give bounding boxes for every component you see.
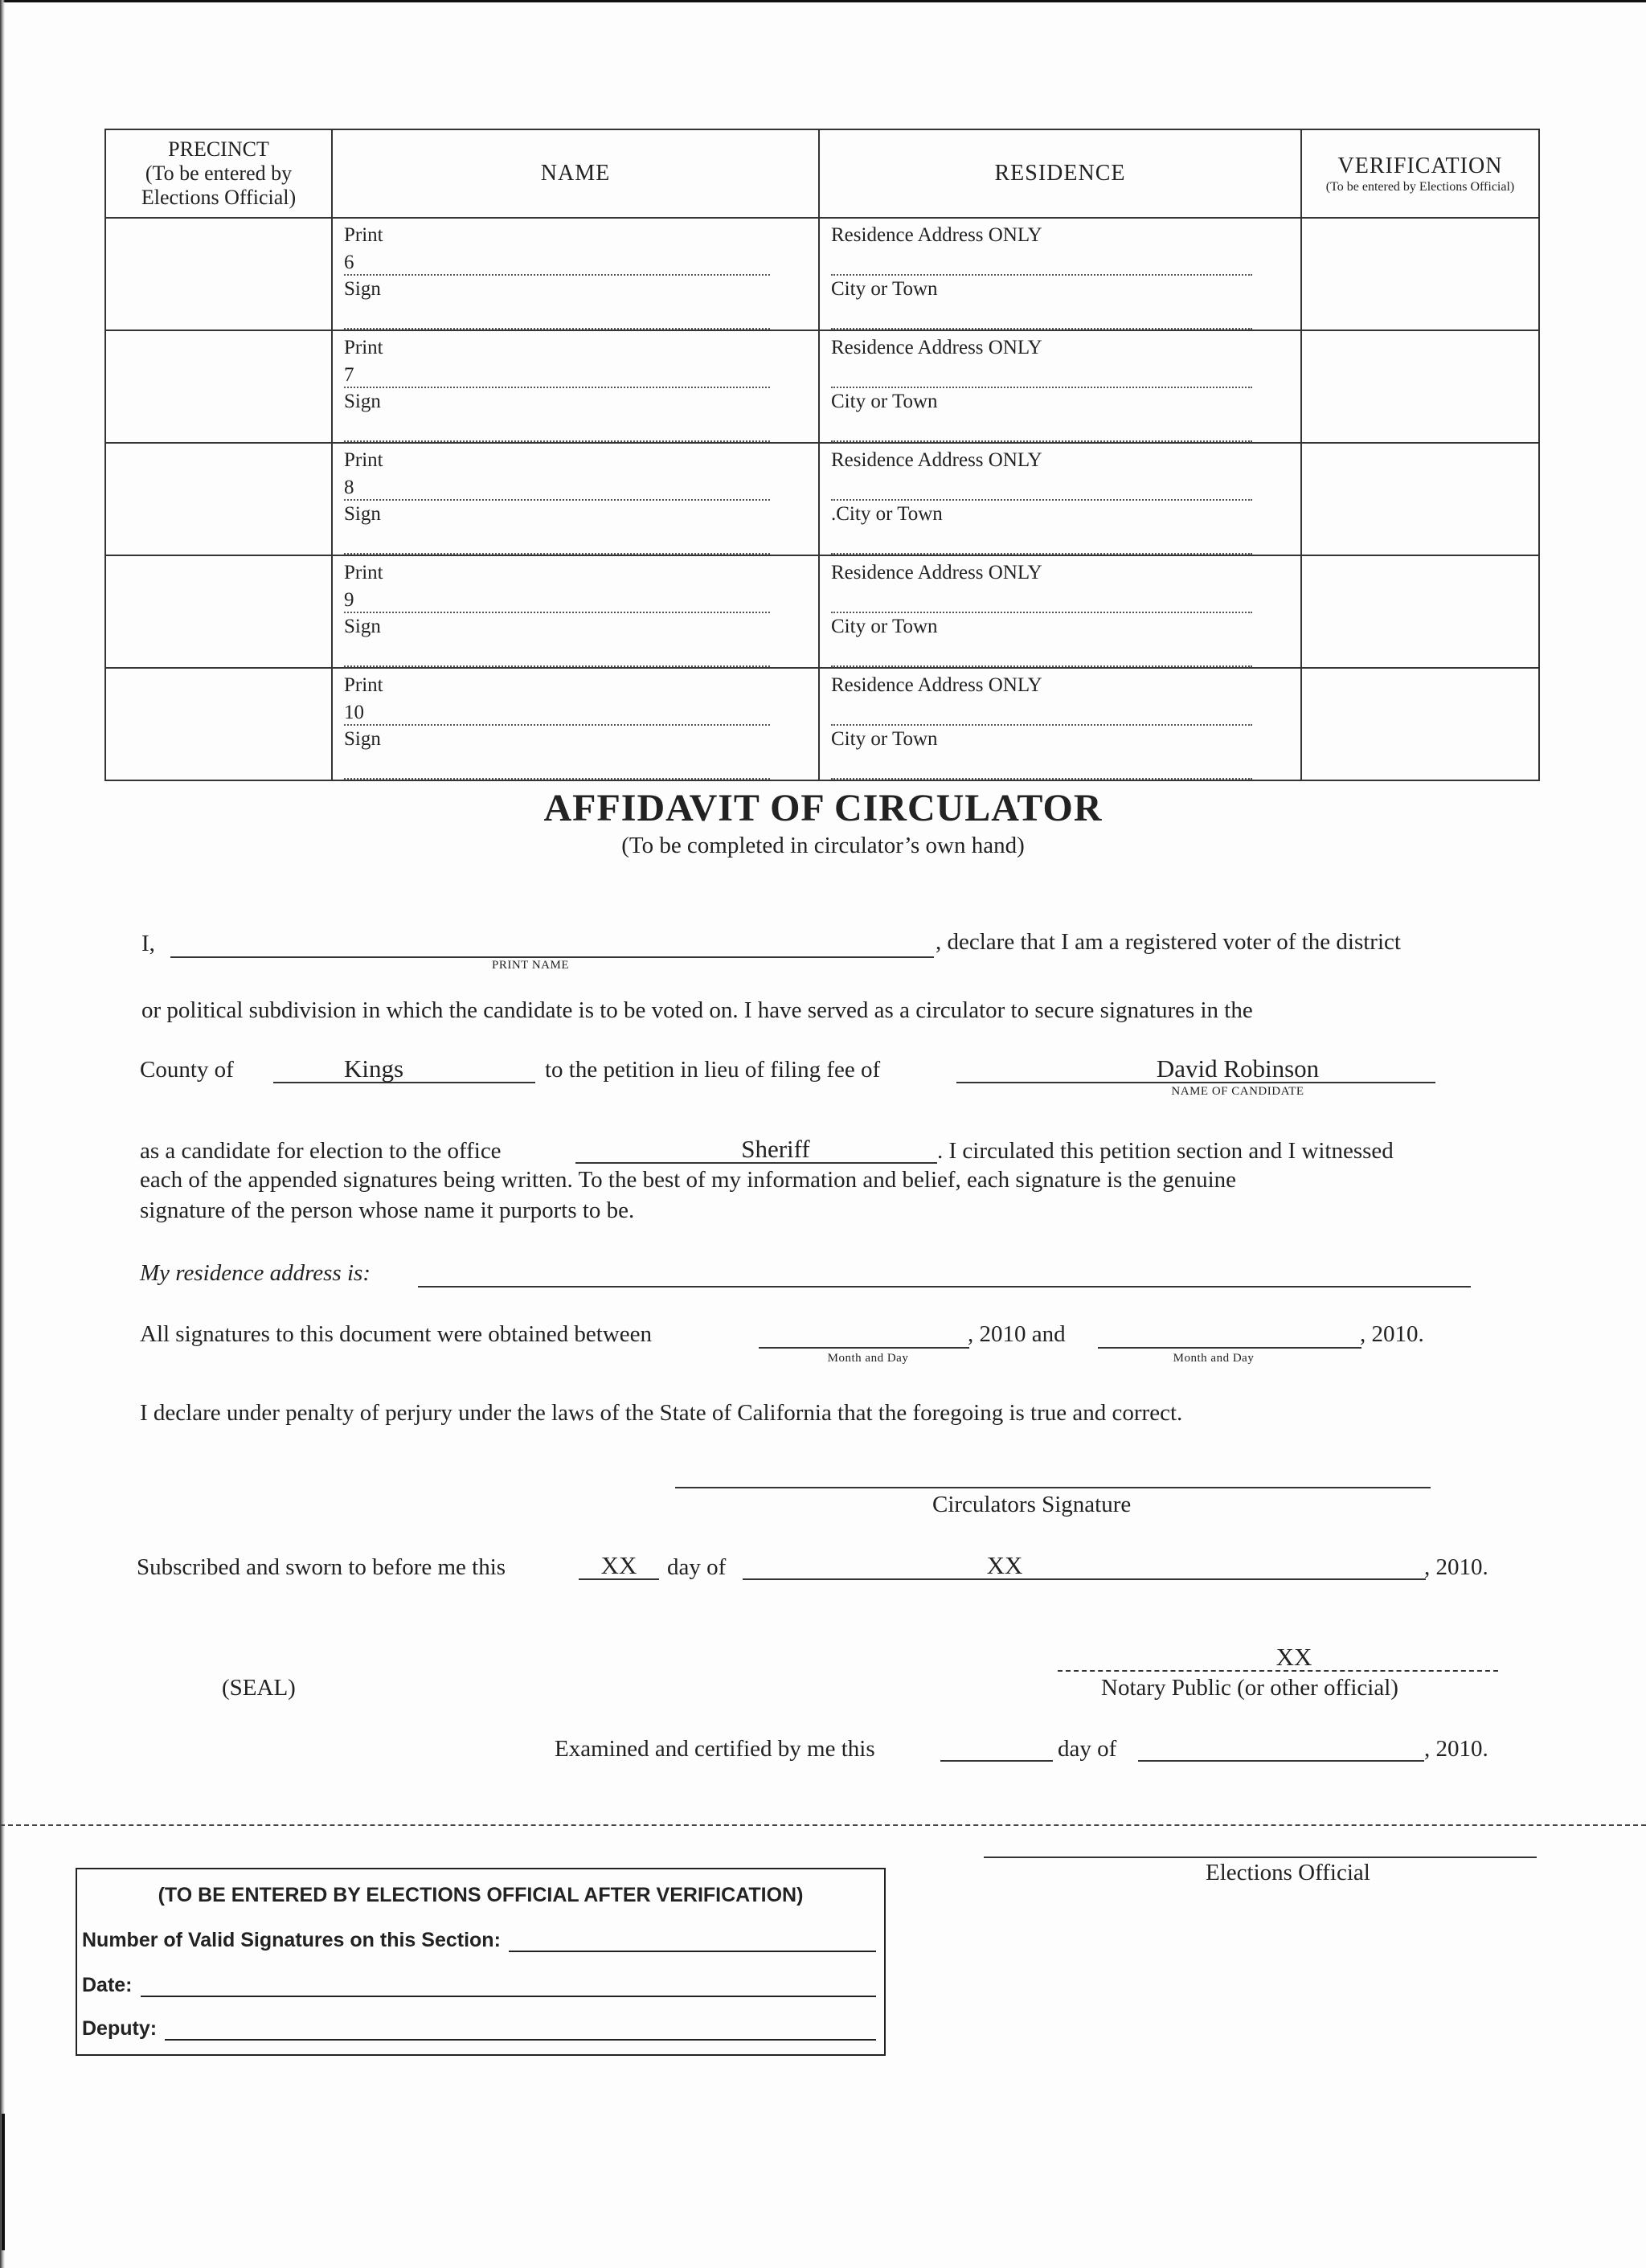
declare-text: , declare that I am a registered voter of the district: [936, 929, 1401, 955]
address-label: Residence Address ONLY: [831, 224, 1042, 246]
sign-label: Sign: [344, 728, 381, 750]
elections-official-signature-field[interactable]: [984, 1840, 1537, 1858]
print-label: Print: [344, 449, 383, 471]
separator-line: [0, 1824, 1646, 1826]
address-label: Residence Address ONLY: [831, 562, 1042, 583]
perjury-text: I declare under penalty of perjury under the laws of the State of California that the foregoing is true and correct.: [140, 1400, 1183, 1426]
examined-text: Examined and certified by me this: [555, 1736, 875, 1762]
signature-field[interactable]: [344, 528, 770, 555]
address-label: Residence Address ONLY: [831, 449, 1042, 471]
deputy-label: Deputy:: [82, 2017, 158, 2040]
address-label: Residence Address ONLY: [831, 674, 1042, 696]
residence-cell: [819, 218, 1301, 330]
name-cell: [332, 555, 819, 668]
city-label: .City or Town: [831, 503, 943, 525]
signature-field[interactable]: [344, 416, 770, 443]
county-label: County of: [140, 1057, 234, 1083]
signature-field[interactable]: [344, 641, 770, 668]
examined-day-field[interactable]: [940, 1741, 1053, 1762]
sign-label: Sign: [344, 278, 381, 300]
date-label: Date:: [82, 1974, 133, 1996]
residence-header-label: RESIDENCE: [994, 161, 1126, 186]
residence-cell: [819, 443, 1301, 555]
name-header: [332, 129, 819, 218]
print-name-field[interactable]: [344, 474, 770, 501]
residence-cell: [819, 330, 1301, 443]
precinct-cell[interactable]: [105, 668, 332, 780]
notary-label: Notary Public (or other official): [1101, 1675, 1398, 1701]
verification-header-note: (To be entered by Elections Official): [1325, 179, 1515, 194]
residence-label: My residence address is:: [140, 1260, 371, 1286]
candidate-value: David Robinson: [1156, 1054, 1320, 1083]
precinct-cell[interactable]: [105, 443, 332, 555]
deputy-field[interactable]: [165, 2021, 876, 2041]
address-field[interactable]: [831, 474, 1252, 501]
affidavit-subtitle: (To be completed in circulator’s own hand): [621, 833, 1025, 858]
between-text: All signatures to this document were obtained between: [140, 1321, 653, 1347]
residence-header: [819, 129, 1301, 218]
name-cell: [332, 668, 819, 780]
print-name-field[interactable]: [344, 699, 770, 727]
verification-cell[interactable]: [1301, 330, 1539, 443]
verification-cell[interactable]: [1301, 218, 1539, 330]
circulator-signature-label: Circulators Signature: [932, 1492, 1132, 1517]
precinct-header: [105, 129, 332, 218]
residence-cell: [819, 668, 1301, 780]
i-label: I,: [141, 931, 155, 956]
petition-text: to the petition in lieu of filing fee of: [545, 1057, 881, 1083]
purports-text: signature of the person whose name it purports to be.: [140, 1197, 635, 1223]
office-label: as a candidate for election to the office: [140, 1138, 502, 1164]
city-field[interactable]: [831, 753, 1252, 780]
scan-edge-left: [0, 0, 5, 2268]
city-label: City or Town: [831, 616, 938, 637]
valid-signatures-field[interactable]: [509, 1933, 876, 1952]
examined-day-of: day of: [1058, 1736, 1117, 1762]
city-label: City or Town: [831, 728, 938, 750]
address-field[interactable]: [831, 587, 1252, 614]
deputy-row: [82, 2017, 876, 2041]
residence-address-field[interactable]: [418, 1267, 1471, 1288]
name-cell: [332, 443, 819, 555]
print-label: Print: [344, 562, 383, 583]
row-number: 6: [344, 251, 354, 273]
circulator-signature-field[interactable]: [675, 1468, 1431, 1488]
verification-cell[interactable]: [1301, 668, 1539, 780]
precinct-cell[interactable]: [105, 330, 332, 443]
verification-box: [76, 1868, 886, 2056]
table-row: [105, 555, 1539, 668]
date-row: [82, 1974, 876, 1997]
year-end-text: , 2010.: [1360, 1321, 1424, 1347]
examined-month-field[interactable]: [1138, 1741, 1424, 1762]
name-cell: [332, 330, 819, 443]
verification-cell[interactable]: [1301, 443, 1539, 555]
subdivision-text: or political subdivision in which the candidate is to be voted on. I have served as a circulator to secure signatures in the: [141, 997, 1253, 1023]
name-header-label: NAME: [540, 161, 611, 186]
city-label: City or Town: [831, 278, 938, 300]
print-label: Print: [344, 674, 383, 696]
city-field[interactable]: [831, 416, 1252, 443]
notary-value: XX: [1275, 1643, 1312, 1671]
subscribed-text: Subscribed and sworn to before me this: [137, 1554, 506, 1580]
county-value: Kings: [343, 1054, 404, 1083]
verification-cell[interactable]: [1301, 555, 1539, 668]
sworn-month-value: XX: [986, 1551, 1023, 1579]
sign-label: Sign: [344, 616, 381, 637]
office-value: Sheriff: [741, 1135, 810, 1163]
address-label: Residence Address ONLY: [831, 337, 1042, 358]
row-number: 10: [344, 701, 364, 723]
valid-signatures-row: [82, 1929, 876, 1952]
table-row: [105, 330, 1539, 443]
sign-label: Sign: [344, 503, 381, 525]
verification-box-title: (TO BE ENTERED BY ELECTIONS OFFICIAL AFTER VERIFICATION): [158, 1884, 804, 1906]
table-row: [105, 218, 1539, 330]
examined-year-text: , 2010.: [1424, 1736, 1488, 1762]
city-field[interactable]: [831, 303, 1252, 330]
table-row: [105, 668, 1539, 780]
table-row: [105, 443, 1539, 555]
address-field[interactable]: [831, 249, 1252, 276]
table-header-row: [105, 129, 1539, 218]
address-field[interactable]: [831, 699, 1252, 727]
print-name-caption: PRINT NAME: [492, 959, 569, 972]
date-field[interactable]: [141, 1978, 876, 1997]
signature-field[interactable]: [344, 753, 770, 780]
start-date-caption: Month and Day: [827, 1352, 909, 1365]
row-number: 7: [344, 363, 354, 386]
city-label: City or Town: [831, 391, 938, 412]
end-date-caption: Month and Day: [1173, 1352, 1255, 1365]
print-label: Print: [344, 224, 383, 246]
signature-field[interactable]: [344, 303, 770, 330]
precinct-header-title: PRECINCT: [168, 137, 269, 161]
scan-mark: [2, 2114, 5, 2250]
residence-cell: [819, 555, 1301, 668]
start-date-field[interactable]: [759, 1328, 969, 1349]
sign-label: Sign: [344, 391, 381, 412]
row-number: 8: [344, 476, 354, 498]
seal-label: (SEAL): [222, 1675, 296, 1701]
city-field[interactable]: [831, 528, 1252, 555]
appended-text: each of the appended signatures being written. To the best of my information and belief, each signature is the genuine: [140, 1167, 1237, 1193]
precinct-header-note: (To be entered by Elections Official): [141, 162, 297, 209]
row-number: 9: [344, 588, 354, 611]
signature-table: [104, 129, 1540, 781]
sworn-year-text: , 2010.: [1424, 1554, 1488, 1580]
affidavit-title: AFFIDAVIT OF CIRCULATOR: [543, 787, 1103, 829]
print-name-field[interactable]: [344, 587, 770, 614]
precinct-cell[interactable]: [105, 218, 332, 330]
sworn-day-value: XX: [600, 1551, 637, 1579]
print-label: Print: [344, 337, 383, 358]
print-name-field[interactable]: [344, 362, 770, 389]
precinct-cell[interactable]: [105, 555, 332, 668]
name-cell: [332, 218, 819, 330]
verification-header: [1301, 129, 1539, 218]
scan-edge-top: [0, 0, 1646, 2]
address-field[interactable]: [831, 362, 1252, 389]
year-and-text: , 2010 and: [968, 1321, 1066, 1347]
valid-signatures-label: Number of Valid Signatures on this Section:: [82, 1929, 501, 1951]
end-date-field[interactable]: [1098, 1328, 1361, 1349]
print-name-field[interactable]: [344, 249, 770, 276]
circulated-text: . I circulated this petition section and I witnessed: [937, 1138, 1394, 1164]
verification-header-title: VERIFICATION: [1337, 153, 1503, 178]
candidate-caption: NAME OF CANDIDATE: [1171, 1085, 1304, 1098]
city-field[interactable]: [831, 641, 1252, 668]
elections-official-label: Elections Official: [1206, 1860, 1370, 1885]
circulator-name-field[interactable]: [170, 939, 934, 958]
sworn-day-of: day of: [667, 1554, 727, 1580]
